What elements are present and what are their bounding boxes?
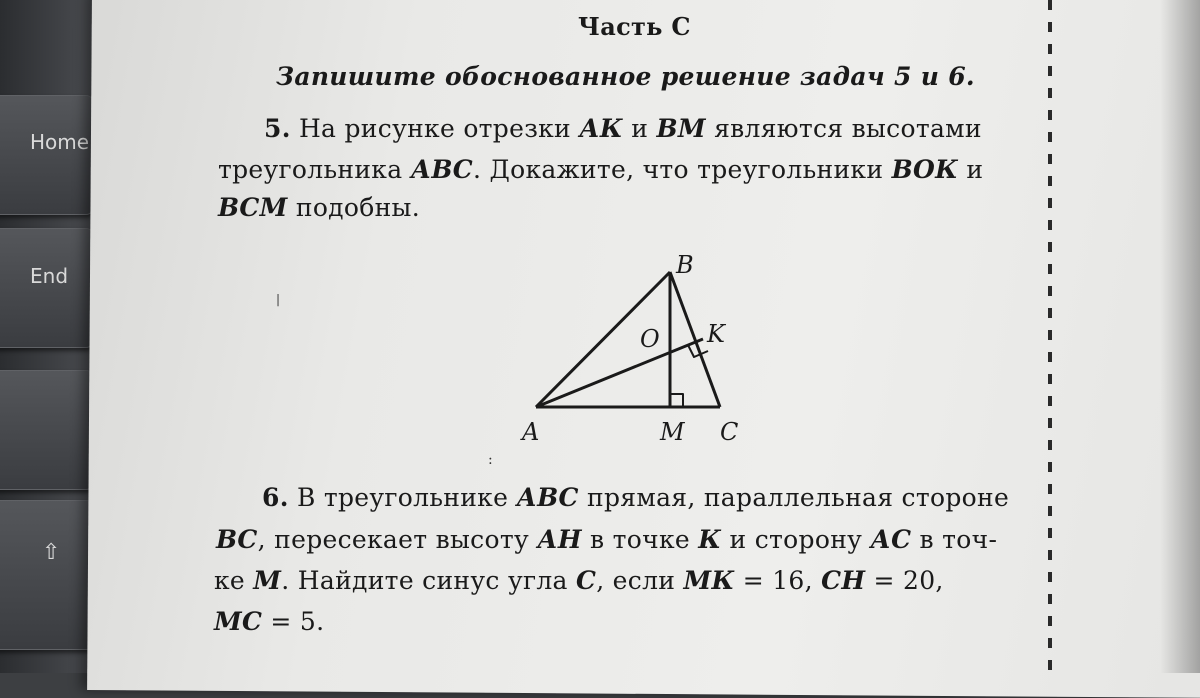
text: В треугольнике (296, 483, 517, 512)
var: АС (870, 525, 912, 554)
speck: | (276, 292, 281, 306)
text: = 16, (734, 566, 822, 595)
task6-line1 (262, 483, 1009, 512)
text: = 20, (865, 566, 944, 595)
label-o: O (640, 325, 660, 353)
task5-number: 5. (264, 114, 291, 143)
var: ВОК (891, 155, 959, 184)
task6-line3 (214, 566, 944, 595)
text: и сторону (721, 525, 871, 554)
label-a: A (522, 418, 540, 446)
text: ке (214, 566, 254, 595)
text: в точке (581, 525, 699, 554)
label-c: C (720, 418, 739, 446)
task6-number: 6. (262, 483, 289, 512)
text: , пересекает высоту (257, 525, 538, 554)
end-key (0, 228, 94, 348)
var: МС (214, 607, 263, 636)
right-angle-m (670, 394, 683, 407)
text: На рисунке отрезки (298, 114, 580, 143)
task5-line3 (218, 193, 420, 222)
text: и (958, 155, 984, 184)
shift-key (0, 500, 94, 650)
text: являются высотами (705, 114, 982, 143)
label-m: M (660, 418, 685, 446)
task6-line2 (216, 525, 997, 554)
end-key-label: End (30, 264, 69, 288)
var: ВС (216, 525, 258, 554)
instruction: Запишите обоснованное решение задач 5 и 6. (276, 62, 975, 91)
text: прямая, параллельная стороне (578, 483, 1010, 512)
var: МК (683, 566, 735, 595)
text: , если (596, 566, 684, 595)
arrow-up-icon: ⇧ (42, 540, 61, 565)
var: АК (579, 114, 623, 143)
var: М (253, 566, 282, 595)
text: подобны. (287, 193, 420, 222)
text: . Докажите, что треугольники (472, 155, 892, 184)
speck: : (488, 452, 493, 468)
var: АН (537, 525, 582, 554)
label-k: K (707, 320, 725, 348)
text: = 5. (262, 607, 325, 636)
home-key (0, 95, 94, 215)
label-b: B (676, 251, 694, 279)
key (0, 370, 94, 490)
var: ВМ (656, 114, 706, 143)
task6-line4 (214, 607, 324, 636)
paper-shadow (1160, 0, 1200, 673)
task5-line1 (264, 114, 982, 143)
altitude-ak (536, 339, 703, 407)
home-key-label: Home (30, 130, 90, 154)
text: и (622, 114, 657, 143)
text: . Найдите синус угла (281, 566, 576, 595)
text: в точ- (911, 525, 998, 554)
var: АВС (516, 483, 579, 512)
var: АВС (410, 155, 473, 184)
var: СН (821, 566, 866, 595)
var: ВСМ (218, 193, 288, 222)
text: треугольника (218, 155, 411, 184)
cut-line (1048, 0, 1052, 673)
var: С (575, 566, 597, 595)
var: К (698, 525, 722, 554)
task5-line2 (218, 155, 983, 184)
section-title: Часть С (578, 12, 691, 41)
